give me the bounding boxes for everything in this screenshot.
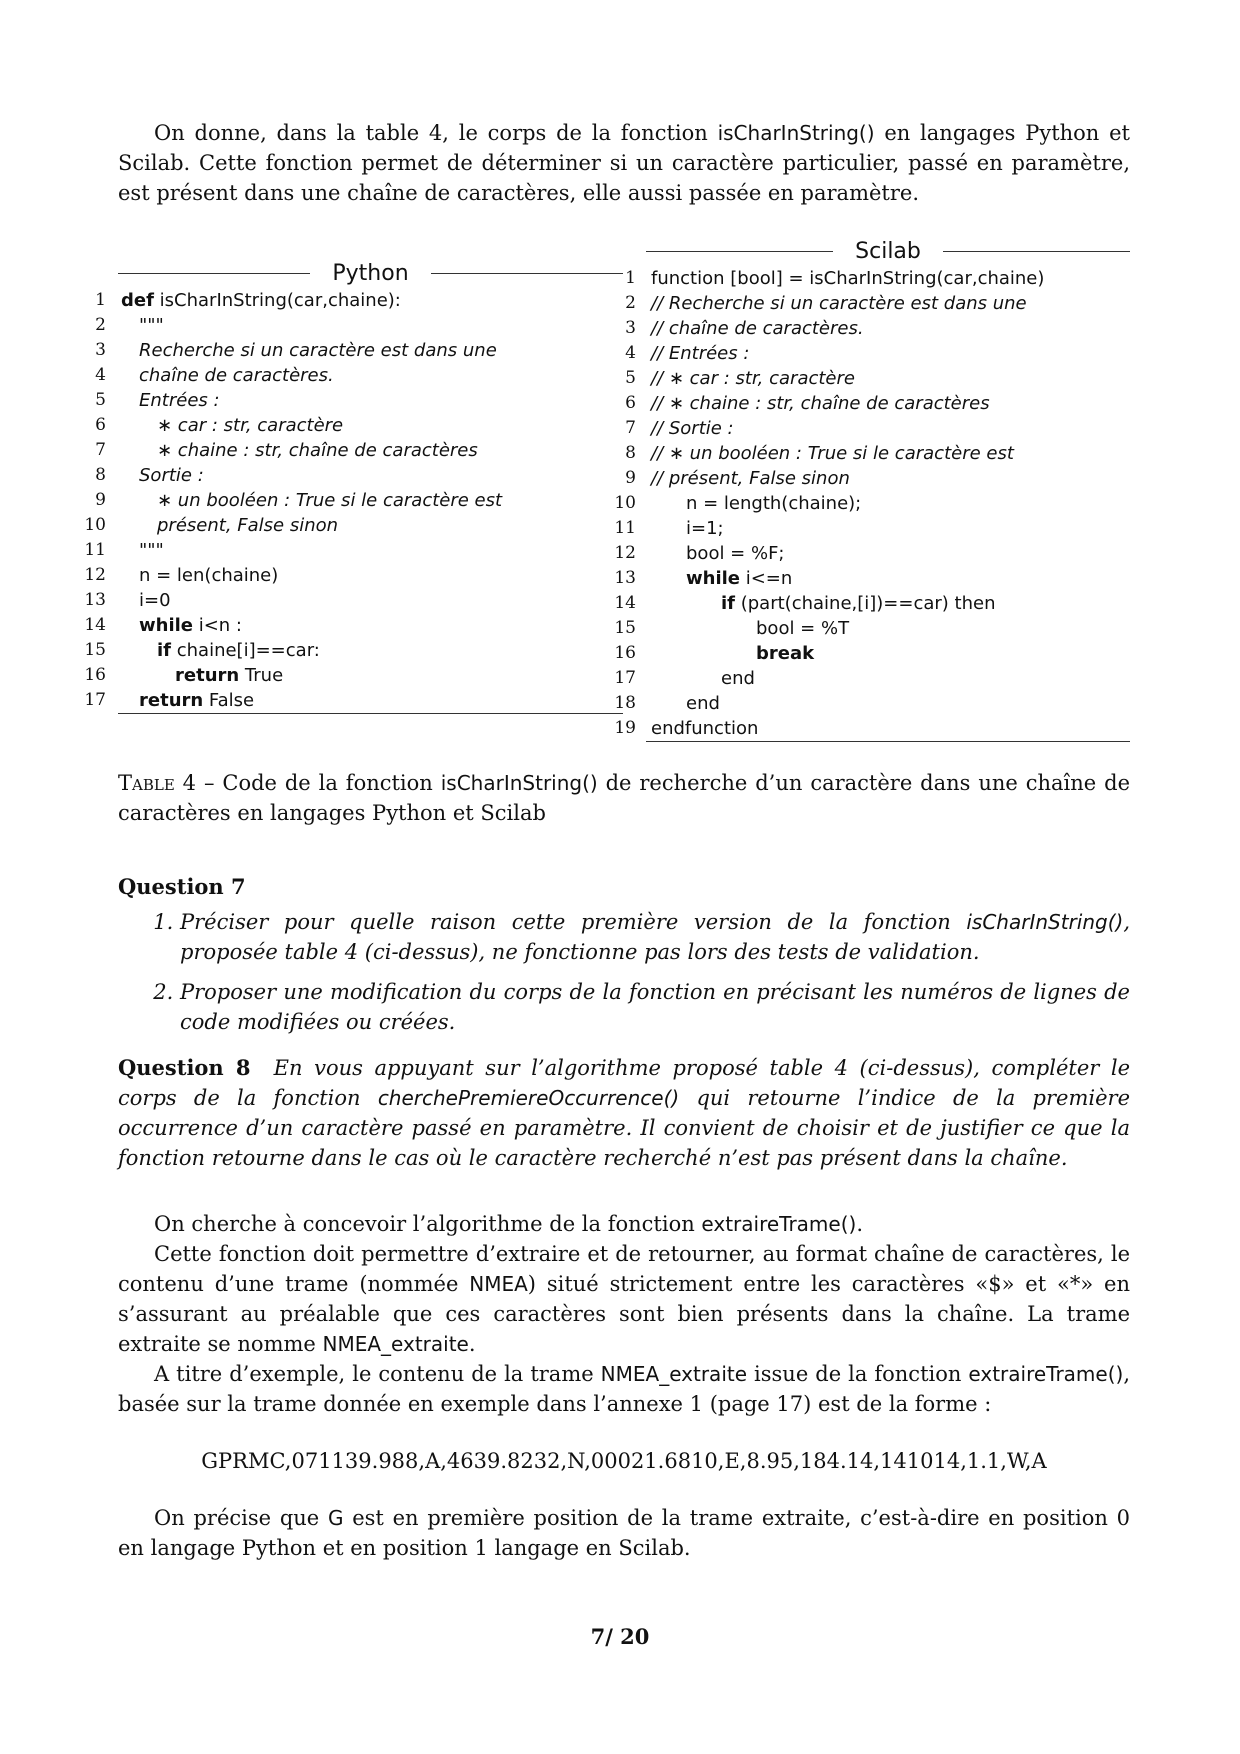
code-text <box>139 688 254 713</box>
code-keyword: while <box>139 615 193 636</box>
code-text <box>139 313 164 338</box>
question-8 <box>118 1053 1130 1173</box>
scilab-title-row <box>646 236 1130 266</box>
code-text <box>157 413 343 438</box>
page-content <box>84 118 1130 1563</box>
code-text <box>651 441 1014 466</box>
line-number: 15 <box>614 618 636 638</box>
code-text <box>686 566 792 591</box>
extract-p4-text-1: On précise que <box>154 1506 328 1530</box>
q8-text-1: En vous appuyant sur l’algorithme proposé table 4 (ci-dessus), compléter le corps de la fonction <box>118 1056 1130 1110</box>
extract-p3-func: extraireTrame() <box>968 1362 1124 1386</box>
scilab-code-line <box>608 566 1130 591</box>
extract-p2-nmea: NMEA <box>469 1272 528 1296</box>
python-code-line <box>78 513 623 538</box>
scilab-code-line <box>608 366 1130 391</box>
code-text <box>721 591 996 616</box>
python-code-line <box>78 488 623 513</box>
line-number: 8 <box>95 465 106 485</box>
python-code-line <box>78 463 623 488</box>
code-content: présent, False sinon <box>157 515 339 536</box>
scilab-code-line <box>608 666 1130 691</box>
code-text <box>139 538 164 563</box>
python-title: Python <box>332 260 409 286</box>
line-number: 1 <box>625 268 636 288</box>
python-code-line <box>78 538 623 563</box>
python-code-line <box>78 613 623 638</box>
scilab-lines <box>608 266 1130 741</box>
q7-2-text: Proposer une modification du corps de la fonction en précisant les numéros de lignes de code modifiées ou créées. <box>180 980 1130 1034</box>
scilab-code-line <box>608 291 1130 316</box>
extract-p2-end: . <box>468 1332 476 1356</box>
code-keyword: if <box>721 593 736 614</box>
extract-p1-text: On cherche à concevoir l’algorithme de la fonction <box>154 1212 702 1236</box>
extract-paragraph-4 <box>118 1503 1130 1563</box>
title-rule-left <box>118 273 310 274</box>
extract-p1-func: extraireTrame() <box>701 1212 857 1236</box>
scilab-code-line <box>608 516 1130 541</box>
scilab-code-line <box>608 441 1130 466</box>
line-number: 1 <box>95 290 106 310</box>
extract-paragraph-1 <box>118 1209 1130 1239</box>
code-content: end <box>721 668 755 689</box>
code-content: bool = %F; <box>686 543 785 564</box>
line-number: 4 <box>625 343 636 363</box>
extract-paragraph-2 <box>118 1239 1130 1359</box>
code-content: chaine[i]==car: <box>171 640 320 661</box>
scilab-code-line <box>608 716 1130 741</box>
code-text <box>686 491 861 516</box>
extract-p2-text-1: Cette fonction doit permettre d’extraire et de retourner, au format chaîne de caractères, le contenu d’une trame (nommée <box>118 1242 1130 1296</box>
code-keyword: def <box>121 290 154 311</box>
python-code-line <box>78 413 623 438</box>
question-7-heading: Question 7 <box>118 874 246 899</box>
code-keyword: return <box>139 690 204 711</box>
code-keyword: break <box>756 643 815 664</box>
code-content: // ∗ chaine : str, chaîne de caractères <box>651 393 990 414</box>
line-number: 9 <box>95 490 106 510</box>
extract-p3-text-1: A titre d’exemple, le contenu de la trame <box>154 1362 601 1386</box>
python-bottom-rule <box>118 713 623 714</box>
scilab-code-line <box>608 266 1130 291</box>
code-content: n = length(chaine); <box>686 493 862 514</box>
line-number: 17 <box>614 668 636 688</box>
line-number: 2 <box>625 293 636 313</box>
code-text <box>651 316 864 341</box>
line-number: 10 <box>84 515 106 535</box>
code-text <box>139 388 220 413</box>
code-text <box>651 466 850 491</box>
title-rule-left <box>646 251 833 252</box>
code-content: // ∗ un booléen : True si le caractère est <box>651 443 1014 464</box>
code-text <box>651 266 1044 291</box>
line-number: 17 <box>84 690 106 710</box>
intro-paragraph <box>118 118 1130 208</box>
code-content: False <box>203 690 255 711</box>
title-rule-right <box>431 273 623 274</box>
extract-p3-var: NMEA_extraite <box>600 1362 748 1386</box>
caption-label: Table 4 <box>118 771 197 795</box>
code-text <box>686 691 720 716</box>
line-number: 16 <box>614 643 636 663</box>
extract-p1-end: . <box>856 1212 864 1236</box>
code-text <box>651 416 734 441</box>
code-content: """ <box>139 540 164 561</box>
code-text <box>651 716 758 741</box>
code-text <box>651 391 990 416</box>
line-number: 11 <box>614 518 636 538</box>
line-number: 8 <box>625 443 636 463</box>
line-number: 2 <box>95 315 106 335</box>
line-number: 12 <box>84 565 106 585</box>
extract-p4-text-2: est en première position de la trame extraite, c’est-à-dire en position 0 en langage Python et en position 1 langage en Scilab. <box>118 1506 1130 1560</box>
line-number: 7 <box>625 418 636 438</box>
code-text <box>139 613 242 638</box>
q7-1-text-2: , proposée table 4 (ci-dessus), ne fonctionne pas lors des tests de validation. <box>180 910 1130 964</box>
question-7-item-2 <box>180 977 1130 1037</box>
line-number: 11 <box>84 540 106 560</box>
code-text <box>157 638 320 663</box>
code-content: n = len(chaine) <box>139 565 279 586</box>
code-content: ∗ un booléen : True si le caractère est <box>157 490 503 511</box>
python-code-line <box>78 663 623 688</box>
code-content: bool = %T <box>756 618 850 639</box>
code-text <box>157 438 478 463</box>
line-number: 4 <box>95 365 106 385</box>
sample-frame: GPRMC,071139.988,A,4639.8232,N,00021.6810,E,8.95,184.14,141014,1.1,W,A <box>201 1449 1047 1473</box>
python-code-line <box>78 388 623 413</box>
code-keyword: return <box>175 665 240 686</box>
line-number: 13 <box>84 590 106 610</box>
code-text <box>157 488 502 513</box>
intro-text-1: On donne, dans la table 4, le corps de la fonction <box>154 121 718 145</box>
python-code-line <box>78 288 623 313</box>
code-text <box>721 666 755 691</box>
question-8-heading: Question 8 <box>118 1055 251 1080</box>
code-content: end <box>686 693 720 714</box>
scilab-bottom-rule <box>646 741 1130 742</box>
code-content: i=1; <box>686 518 724 539</box>
code-content: i<=n <box>740 568 793 589</box>
code-content: (part(chaine,[i])==car) then <box>735 593 996 614</box>
code-text <box>651 291 1027 316</box>
python-code-line <box>78 638 623 663</box>
code-content: i=0 <box>139 590 171 611</box>
code-text <box>686 516 724 541</box>
line-number: 19 <box>614 718 636 738</box>
code-text <box>139 363 334 388</box>
q7-1-text-1: Préciser pour quelle raison cette première version de la fonction <box>180 910 967 934</box>
extract-p4-g: G <box>327 1506 344 1530</box>
python-code-line <box>78 363 623 388</box>
caption-text-2: de recherche d’un caractère dans une chaîne de caractères en langages Python et Scilab <box>118 771 1130 825</box>
code-table <box>84 236 1130 754</box>
python-code-line <box>78 313 623 338</box>
python-code-line <box>78 338 623 363</box>
scilab-code-line <box>608 616 1130 641</box>
scilab-code-line <box>608 416 1130 441</box>
code-keyword: if <box>157 640 172 661</box>
code-text <box>139 563 278 588</box>
scilab-code-line <box>608 341 1130 366</box>
q7-1-func-name: isCharInString() <box>966 910 1124 934</box>
line-number: 10 <box>614 493 636 513</box>
page-number: 7/ 20 <box>590 1624 650 1649</box>
scilab-code-line <box>608 591 1130 616</box>
code-text <box>139 588 171 613</box>
code-content: True <box>239 665 284 686</box>
extract-paragraph-3 <box>118 1359 1130 1419</box>
code-content: ∗ chaine : str, chaîne de caractères <box>157 440 478 461</box>
scilab-code-line <box>608 466 1130 491</box>
q8-text-2: qui retourne l’indice de la première occurrence d’un caractère passé en paramètre. Il convient de choisir et de justifier ce que la fonction retourne dans le cas où le caractère recherché n’est pas présent dans la chaîne. <box>118 1086 1130 1170</box>
code-content: isCharInString(car,chaine): <box>153 290 401 311</box>
code-content: i<n : <box>193 615 242 636</box>
line-number: 5 <box>95 390 106 410</box>
caption-text-1: – Code de la fonction <box>196 771 441 795</box>
line-number: 5 <box>625 368 636 388</box>
line-number: 18 <box>614 693 636 713</box>
scilab-title: Scilab <box>855 238 921 264</box>
q8-func-name: cherchePremiereOccurrence() <box>377 1086 680 1110</box>
line-number: 13 <box>614 568 636 588</box>
code-content: // présent, False sinon <box>651 468 850 489</box>
code-content: Recherche si un caractère est dans une <box>139 340 497 361</box>
code-text <box>756 641 814 666</box>
line-number: 7 <box>95 440 106 460</box>
python-code-line <box>78 688 623 713</box>
python-code-line <box>78 438 623 463</box>
python-code-line <box>78 563 623 588</box>
intro-func-name: isCharInString() <box>717 121 875 145</box>
code-content: // Entrées : <box>651 343 750 364</box>
code-text <box>651 366 855 391</box>
code-text <box>139 463 204 488</box>
code-content: endfunction <box>651 718 759 739</box>
table-caption <box>118 768 1130 828</box>
line-number: 14 <box>84 615 106 635</box>
line-number: 15 <box>84 640 106 660</box>
python-code-block <box>78 258 623 714</box>
code-content: chaîne de caractères. <box>139 365 334 386</box>
code-content: // ∗ car : str, caractère <box>651 368 855 389</box>
code-keyword: while <box>686 568 740 589</box>
code-content: Sortie : <box>139 465 204 486</box>
extract-p2-text-2: ) situé strictement entre les caractères «$» et «*» en s’assurant au préalable que ces caractères sont bien présents dans la chaîne. La trame extraite se nomme <box>118 1272 1130 1356</box>
scilab-code-line <box>608 691 1130 716</box>
code-text <box>139 338 497 363</box>
code-content: """ <box>139 315 164 336</box>
python-code-line <box>78 588 623 613</box>
code-content: ∗ car : str, caractère <box>157 415 344 436</box>
code-text <box>756 616 849 641</box>
scilab-code-line <box>608 541 1130 566</box>
scilab-code-line <box>608 391 1130 416</box>
code-text <box>157 513 338 538</box>
line-number: 14 <box>614 593 636 613</box>
question-7-item-1 <box>180 907 1130 967</box>
scilab-code-line <box>608 491 1130 516</box>
scilab-code-line <box>608 316 1130 341</box>
line-number: 16 <box>84 665 106 685</box>
python-title-row <box>118 258 623 288</box>
intro-text-2: en langages Python et Scilab. Cette fonction permet de déterminer si un caractère particulier, passé en paramètre, est présent dans une chaîne de caractères, elle aussi passée en paramètre. <box>118 121 1130 205</box>
line-number: 3 <box>625 318 636 338</box>
code-text <box>175 663 283 688</box>
caption-func-name: isCharInString() <box>440 771 598 795</box>
code-text <box>686 541 785 566</box>
extract-p3-text-3: , basée sur la trame donnée en exemple dans l’annexe 1 (page 17) est de la forme : <box>118 1362 1130 1416</box>
line-number: 6 <box>625 393 636 413</box>
line-number: 6 <box>95 415 106 435</box>
line-number: 9 <box>625 468 636 488</box>
code-content: function [bool] = isCharInString(car,chaine) <box>651 268 1045 289</box>
line-number: 12 <box>614 543 636 563</box>
code-text <box>121 288 401 313</box>
code-content: Entrées : <box>139 390 220 411</box>
line-number: 3 <box>95 340 106 360</box>
question-7-list <box>118 907 1130 1037</box>
python-lines <box>78 288 623 713</box>
code-text <box>651 341 749 366</box>
scilab-code-block <box>608 236 1130 742</box>
extract-p3-text-2: issue de la fonction <box>747 1362 969 1386</box>
code-content: // chaîne de caractères. <box>651 318 864 339</box>
code-content: // Sortie : <box>651 418 734 439</box>
scilab-code-line <box>608 641 1130 666</box>
extract-p2-var: NMEA_extraite <box>322 1332 469 1356</box>
code-content: // Recherche si un caractère est dans une <box>651 293 1027 314</box>
title-rule-right <box>943 251 1130 252</box>
